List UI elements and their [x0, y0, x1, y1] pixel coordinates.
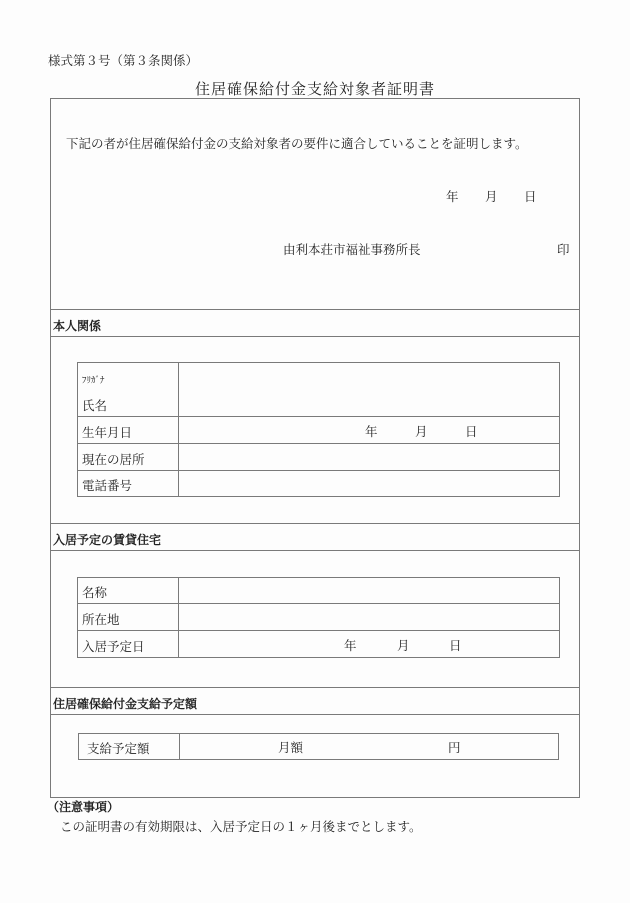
divider [50, 687, 580, 688]
table-row [78, 363, 560, 417]
certification-statement: 下記の者が住居確保給付金の支給対象者の要件に適合していることを証明します。 [66, 136, 528, 151]
divider [50, 523, 580, 524]
divider [50, 309, 580, 310]
table-row [79, 734, 559, 760]
section-heading-amount: 住居確保給付金支給予定額 [53, 697, 198, 711]
property-address-label: 所在地 [78, 604, 179, 631]
section-heading-rental: 入居予定の賃貸住宅 [53, 533, 162, 547]
birth-day-label: 日 [465, 424, 478, 439]
furigana-label: ﾌﾘｶﾞﾅ [82, 376, 105, 386]
table-row [78, 444, 560, 471]
residence-label: 現在の居所 [78, 444, 179, 471]
phone-field[interactable] [179, 471, 560, 497]
birth-month-label: 月 [415, 424, 428, 439]
section-heading-personal: 本人関係 [53, 319, 102, 333]
rental-info-table [77, 577, 560, 658]
divider [50, 550, 580, 551]
table-row [78, 631, 560, 658]
table-row [78, 471, 560, 497]
property-name-label: 名称 [78, 578, 179, 604]
birthdate-label: 生年月日 [78, 417, 179, 444]
form-number: 様式第３号（第３条関係） [48, 53, 199, 68]
monthly-amount-prefix: 月額 [278, 740, 304, 755]
issuer-name: 由利本荘市福祉事務所長 [283, 242, 421, 257]
move-in-month-label: 月 [397, 638, 410, 653]
name-label-cell [78, 363, 179, 417]
move-in-day-label: 日 [449, 638, 462, 653]
amount-label: 支給予定額 [79, 734, 180, 760]
notes-heading: （注意事項） [47, 800, 120, 814]
name-field[interactable] [179, 363, 560, 417]
issue-day-label: 日 [524, 189, 537, 204]
notes-text: この証明書の有効期限は、入居予定日の１ヶ月後までとします。 [60, 819, 422, 834]
amount-table [78, 733, 559, 760]
table-row [78, 578, 560, 604]
property-name-field[interactable] [179, 578, 560, 604]
birthdate-field[interactable] [179, 417, 560, 444]
property-address-field[interactable] [179, 604, 560, 631]
seal-mark: 印 [557, 242, 570, 257]
yen-unit-label: 円 [448, 740, 461, 755]
issue-month-label: 月 [485, 189, 498, 204]
issue-year-label: 年 [446, 189, 459, 204]
amount-field[interactable] [180, 734, 559, 760]
personal-info-table [77, 362, 560, 497]
move-in-date-label: 入居予定日 [78, 631, 179, 658]
move-in-year-label: 年 [344, 638, 357, 653]
divider [50, 714, 580, 715]
document-title: 住居確保給付金支給対象者証明書 [194, 80, 435, 98]
table-row [78, 417, 560, 444]
residence-field[interactable] [179, 444, 560, 471]
phone-label: 電話番号 [78, 471, 179, 497]
name-label: 氏名 [82, 398, 108, 413]
birth-year-label: 年 [365, 424, 378, 439]
move-in-date-field[interactable] [179, 631, 560, 658]
divider [50, 336, 580, 337]
table-row [78, 604, 560, 631]
